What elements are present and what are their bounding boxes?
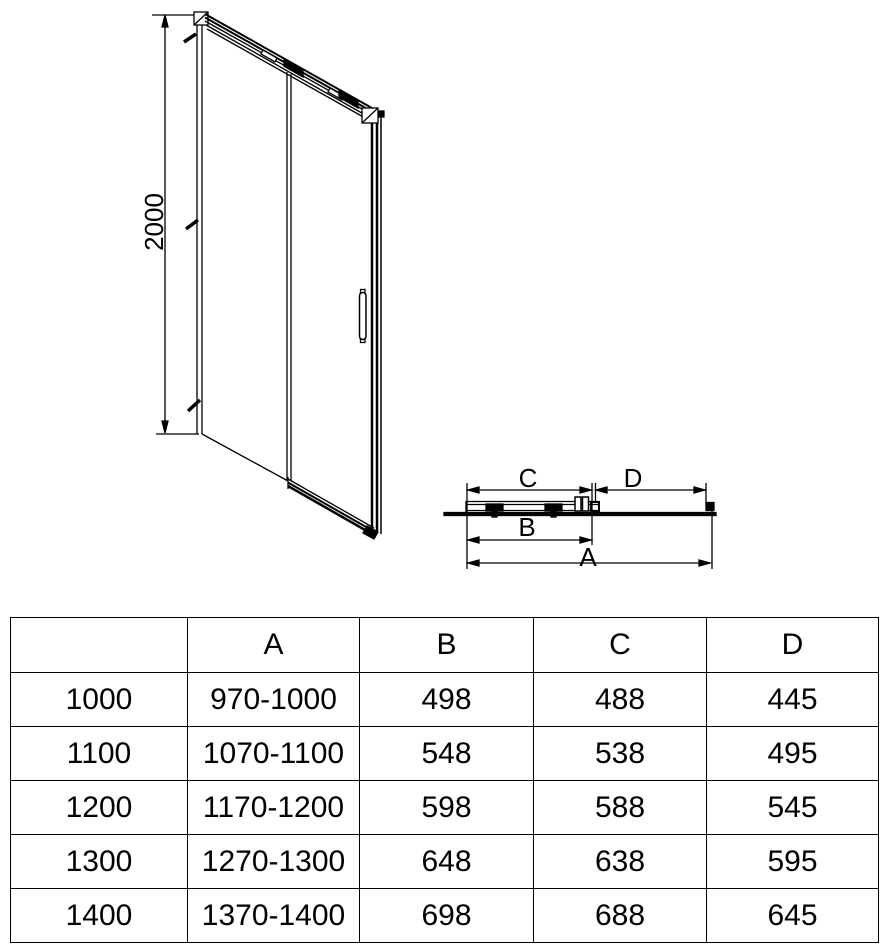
table-cell-a: 1270-1300: [188, 835, 360, 889]
table-cell-d: 445: [707, 673, 879, 727]
roller-icon: [486, 504, 503, 511]
guide-block-icon: [575, 497, 581, 511]
bottom-rail: [288, 477, 378, 539]
table-cell-c: 538: [534, 727, 707, 781]
dimension-c: [468, 463, 591, 493]
table-row: [11, 673, 879, 727]
table-cell-d: 495: [707, 727, 879, 781]
door-stile: [287, 72, 291, 481]
table-cell-a: 1070-1100: [188, 727, 360, 781]
table-cell-d: 545: [707, 781, 879, 835]
table-cell-b: 648: [360, 835, 534, 889]
table-header-a: A: [188, 618, 360, 673]
table-cell-a: 1370-1400: [188, 889, 360, 943]
arrow-right-icon: [699, 560, 710, 566]
plan-view: [444, 463, 716, 572]
dimensions-table: [10, 617, 879, 943]
roller-icon: [545, 504, 562, 511]
table-row: [11, 781, 879, 835]
fixed-glass-bottom-edge: [202, 434, 288, 481]
arrow-left-icon: [468, 487, 479, 493]
table-cell-a: 1170-1200: [188, 781, 360, 835]
table-cell-b: 498: [360, 673, 534, 727]
table-cell-a: 970-1000: [188, 673, 360, 727]
guide-block-icon: [583, 497, 589, 511]
table-row: [11, 727, 879, 781]
table-cell-size: 1200: [11, 781, 188, 835]
table-cell-b: 698: [360, 889, 534, 943]
table-cell-size: 1100: [11, 727, 188, 781]
dim-label-b: B: [518, 512, 536, 542]
wall-profile: [184, 12, 208, 434]
table-cell-size: 1300: [11, 835, 188, 889]
height-dimension-label: 2000: [139, 193, 169, 251]
table-cell-size: 1400: [11, 889, 188, 943]
plan-glass-line: [444, 513, 716, 516]
table-cell-d: 645: [707, 889, 879, 943]
table-cell-b: 548: [360, 727, 534, 781]
table-header-c: C: [534, 618, 707, 673]
plan-wall-block: [706, 503, 714, 511]
table-header-row: [11, 618, 879, 673]
arrow-left-icon: [468, 560, 479, 566]
table-cell-c: 688: [534, 889, 707, 943]
door-handle: [360, 290, 367, 343]
table-cell-c: 638: [534, 835, 707, 889]
table-cell-c: 488: [534, 673, 707, 727]
dimension-d: [596, 463, 705, 493]
table-cell-d: 595: [707, 835, 879, 889]
front-view: [139, 12, 384, 539]
dim-label-a: A: [579, 542, 597, 572]
table-header-size: [11, 618, 188, 673]
dimension-b: [468, 512, 591, 543]
dim-label-c: C: [518, 463, 538, 493]
dim-label-d: D: [623, 463, 643, 493]
table-header-d: D: [707, 618, 879, 673]
table-cell-c: 588: [534, 781, 707, 835]
arrow-right-icon: [694, 487, 705, 493]
table-row: [11, 889, 879, 943]
dimension-a: [468, 542, 710, 572]
arrow-left-icon: [596, 487, 607, 493]
arrow-left-icon: [468, 537, 479, 543]
arrow-down-icon: [162, 421, 168, 433]
table-cell-b: 598: [360, 781, 534, 835]
table-cell-size: 1000: [11, 673, 188, 727]
top-rail: [205, 14, 379, 123]
arrow-up-icon: [162, 15, 168, 27]
table-header-b: B: [360, 618, 534, 673]
table-row: [11, 835, 879, 889]
arrow-right-icon: [580, 487, 591, 493]
